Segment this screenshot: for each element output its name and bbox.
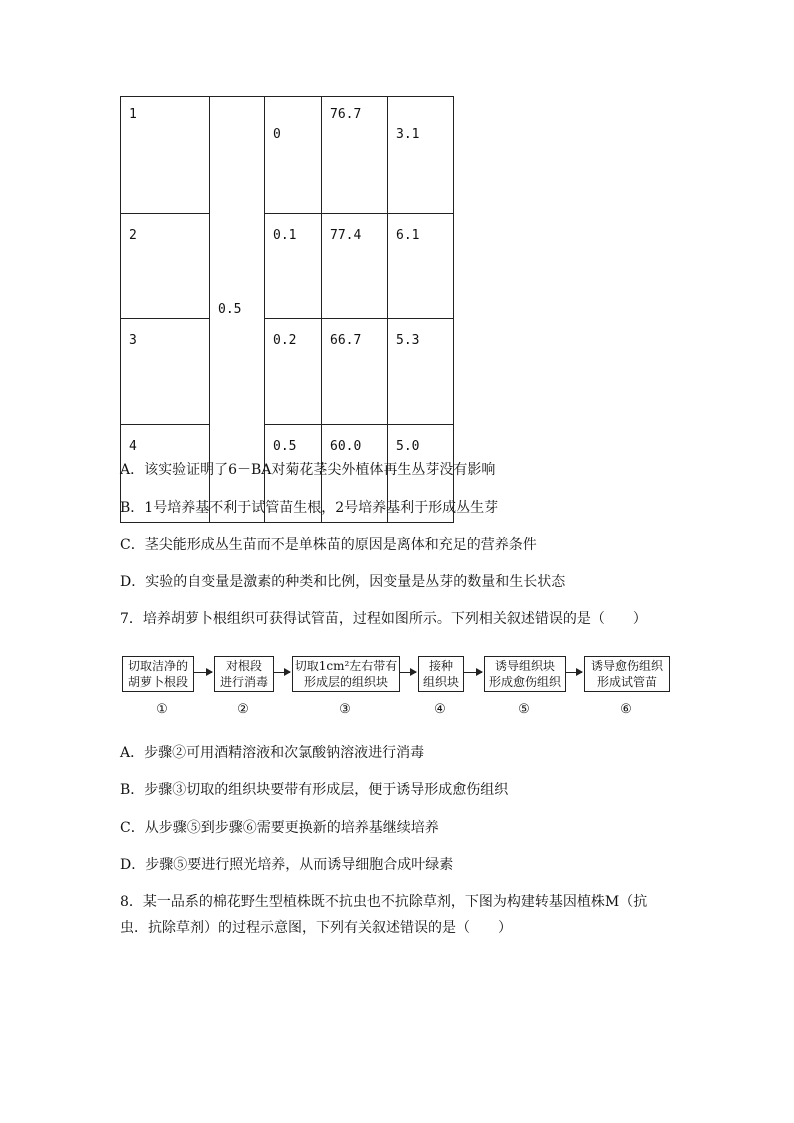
row-number: 3	[121, 319, 210, 425]
step-number: ⑥	[620, 702, 632, 717]
flow-step-6: 诱导愈伤组织 形成试管苗	[584, 656, 670, 692]
merged-cell: 0.5	[210, 97, 265, 523]
row-number: 1	[121, 97, 210, 214]
table-cell: 77.4	[322, 214, 388, 319]
q6-option-a: A．该实验证明了6－BA对菊花茎尖外植体再生丛芽没有影响	[120, 462, 496, 478]
step-number: ③	[339, 702, 351, 717]
q7-stem: 7．培养胡萝卜根组织可获得试管苗，过程如图所示。下列相关叙述错误的是（ ）	[120, 611, 647, 627]
q7-option-b: B．步骤③切取的组织块要带有形成层，便于诱导形成愈伤组织	[120, 782, 509, 798]
q7-option-c: C．从步骤⑤到步骤⑥需要更换新的培养基继续培养	[120, 820, 439, 836]
table-cell: 0	[265, 97, 322, 214]
table-cell: 0.1	[265, 214, 322, 319]
step-number: ⑤	[518, 702, 530, 717]
table-row	[121, 97, 454, 214]
flow-arrow	[464, 672, 482, 673]
table-cell: 0.5	[265, 425, 322, 523]
flow-step-3: 切取1cm²左右带有 形成层的组织块	[292, 656, 400, 692]
flow-step-4: 接种 组织块	[418, 656, 464, 692]
table-row	[121, 319, 454, 425]
table-row	[121, 214, 454, 319]
step-number: ②	[237, 702, 249, 717]
q6-option-b: B．1号培养基不利于试管苗生根，2号培养基利于形成丛生芽	[120, 500, 499, 516]
q6-option-c: C．茎尖能形成丛生苗而不是单株苗的原因是离体和充足的营养条件	[120, 537, 537, 553]
table-cell: 66.7	[322, 319, 388, 425]
process-flowchart	[120, 652, 680, 722]
row-number: 2	[121, 214, 210, 319]
table-cell: 76.7	[322, 97, 388, 214]
table-cell: 3.1	[388, 97, 454, 214]
table-cell: 5.0	[388, 425, 454, 523]
q8-stem-line1: 8．某一品系的棉花野生型植株既不抗虫也不抗除草剂，下图为构建转基因植株M（抗	[120, 894, 648, 910]
step-number: ①	[156, 702, 168, 717]
flow-arrow	[274, 672, 290, 673]
q6-option-d: D．实验的自变量是激素的种类和比例，因变量是丛芽的数量和生长状态	[120, 574, 566, 590]
table-cell: 60.0	[322, 425, 388, 523]
flow-arrow	[194, 672, 212, 673]
q8-stem-line2: 虫．抗除草剂）的过程示意图，下列有关叙述错误的是（ ）	[120, 920, 512, 936]
table-cell: 5.3	[388, 319, 454, 425]
flow-arrow	[400, 672, 416, 673]
flow-step-5: 诱导组织块 形成愈伤组织	[484, 656, 566, 692]
flow-step-2: 对根段 进行消毒	[214, 656, 274, 692]
q7-option-a: A．步骤②可用酒精溶液和次氯酸钠溶液进行消毒	[120, 745, 425, 761]
step-number: ④	[434, 702, 446, 717]
table-cell: 6.1	[388, 214, 454, 319]
flow-step-1: 切取洁净的 胡萝卜根段	[122, 656, 194, 692]
q7-option-d: D．步骤⑤要进行照光培养，从而诱导细胞合成叶绿素	[120, 857, 454, 873]
flow-arrow	[566, 672, 582, 673]
table-cell: 0.2	[265, 319, 322, 425]
row-number: 4	[121, 425, 210, 523]
